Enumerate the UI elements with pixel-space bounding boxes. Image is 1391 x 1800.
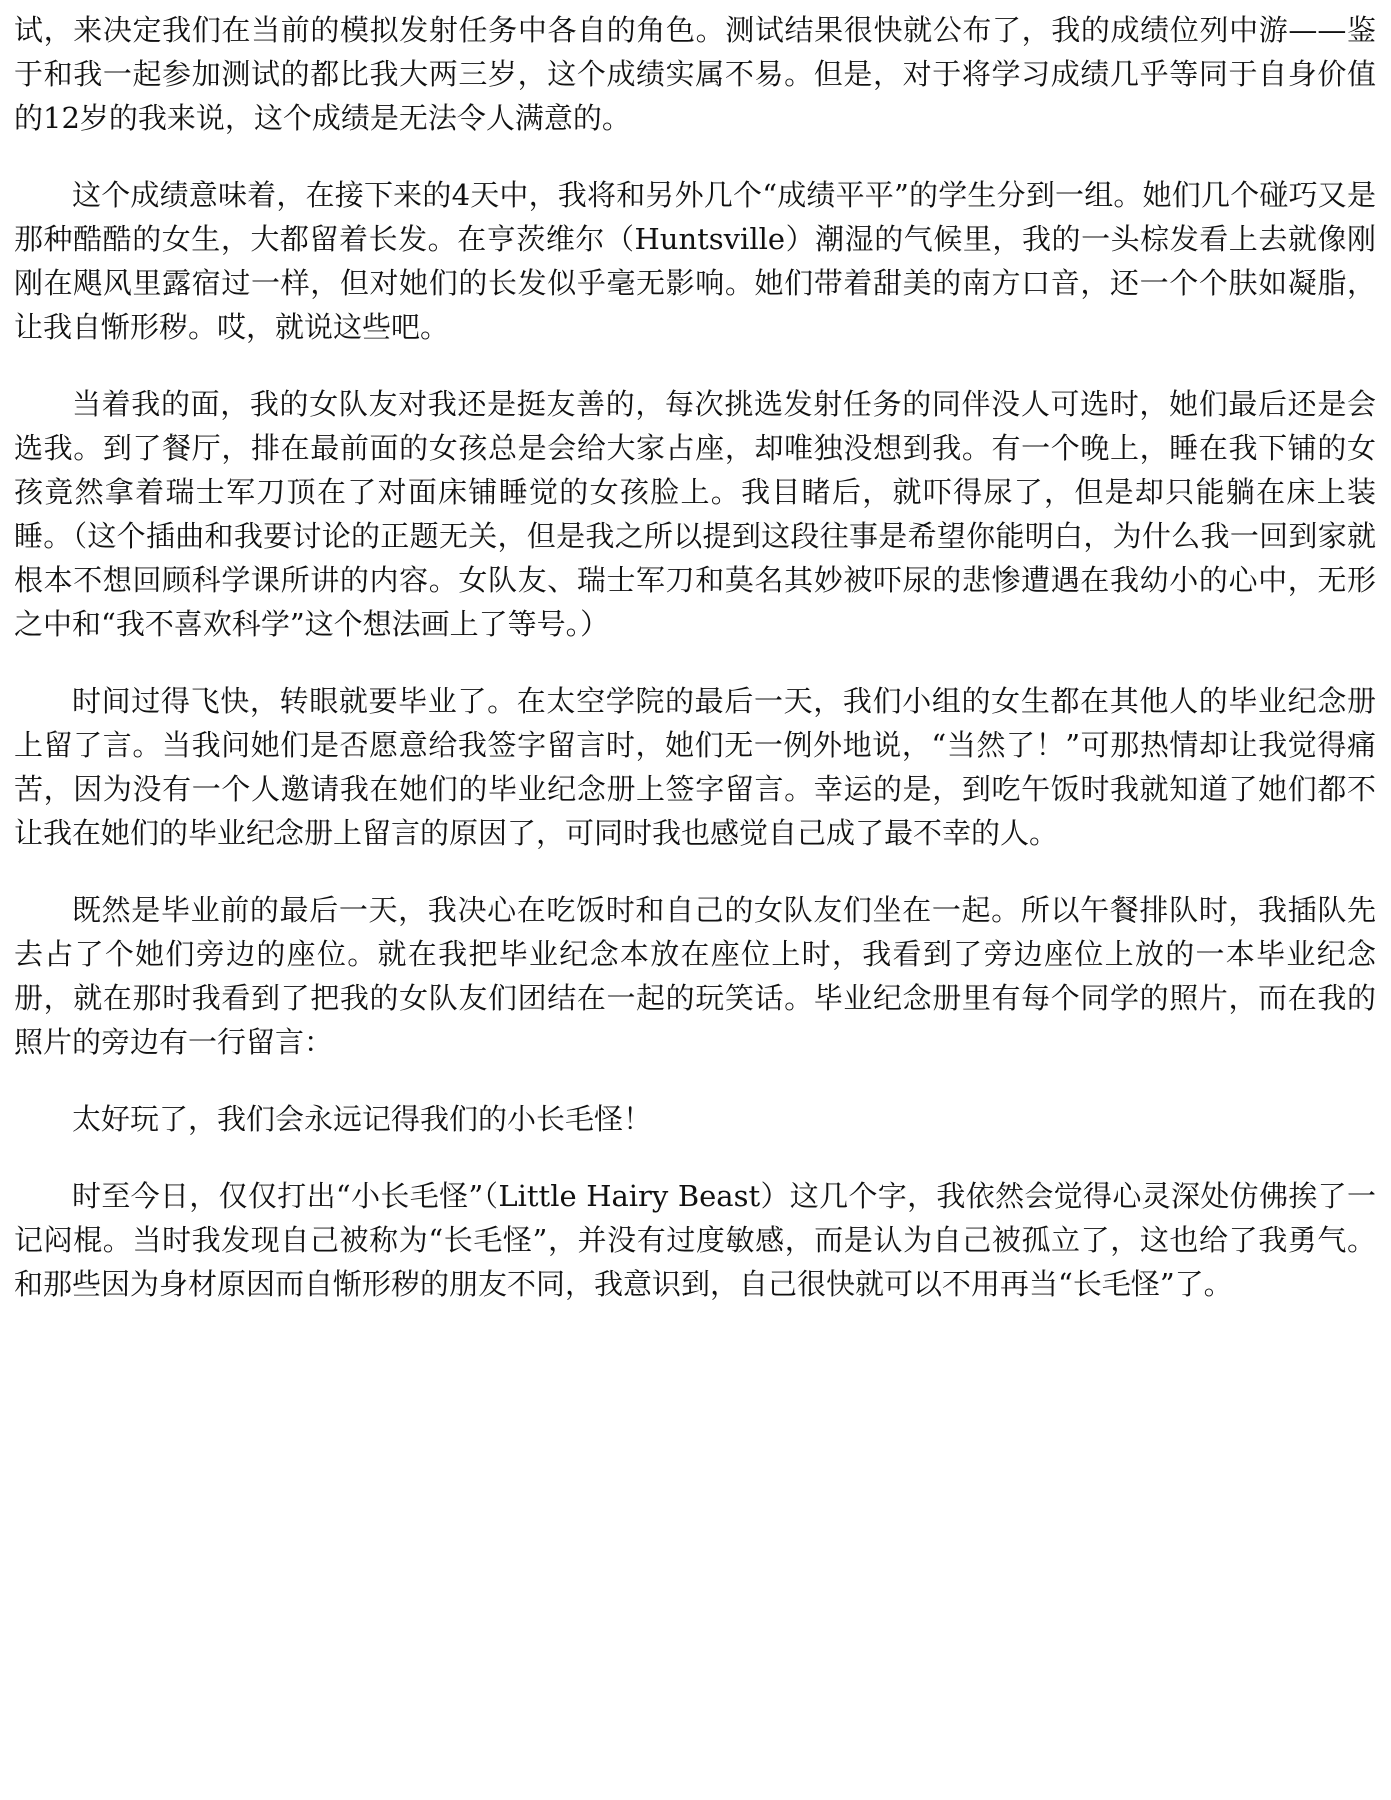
paragraph-3: 当着我的面，我的女队友对我还是挺友善的，每次挑选发射任务的同伴没人可选时，她们最后还是会选我。到了餐厅，排在最前面的女孩总是会给大家占座，却唯独没想到我。有一个晚上，睡在我下铺的女孩竟然拿着瑞士军刀顶在了对面床铺睡觉的女孩脸上。我目睹后，就吓得尿了，但是却只能躺在床上装睡。（这个插曲和我要讨论的正题无关，但是我之所以提到这段往事是希望你能明白，为什么我一回到家就根本不想回顾科学课所讲的内容。女队友、瑞士军刀和莫名其妙被吓尿的悲惨遭遇在我幼小的心中，无形之中和“我不喜欢科学”这个想法画上了等号。） [14,387,1376,641]
quoted-message: 太好玩了，我们会永远记得我们的小长毛怪！ [72,1102,653,1136]
paragraph-2: 这个成绩意味着，在接下来的4天中，我将和另外几个“成绩平平”的学生分到一组。她们几个碰巧又是那种酷酷的女生，大都留着长发。在亨茨维尔（Huntsville）潮湿的气候里，我的一头棕发看上去就像刚刚在飓风里露宿过一样，但对她们的长发似乎毫无影响。她们带着甜美的南方口音，还一个个肤如凝脂，让我自惭形秽。哎，就说这些吧。 [14,178,1376,344]
paragraph-1: 试，来决定我们在当前的模拟发射任务中各自的角色。测试结果很快就公布了，我的成绩位列中游——鉴于和我一起参加测试的都比我大两三岁，这个成绩实属不易。但是，对于将学习成绩几乎等同于自身价值的12岁的我来说，这个成绩是无法令人满意的。 [14,13,1376,135]
document-page [14,8,1376,1339]
paragraph-7: 时至今日，仅仅打出“小长毛怪”（Little Hairy Beast）这几个字，我依然会觉得心灵深处仿佛挨了一记闷棍。当时我发现自己被称为“长毛怪”，并没有过度敏感，而是认为自己被孤立了，这也给了我勇气。和那些因为身材原因而自惭形秽的朋友不同，我意识到，自己很快就可以不用再当“长毛怪”了。 [14,1179,1376,1301]
paragraph-4: 时间过得飞快，转眼就要毕业了。在太空学院的最后一天，我们小组的女生都在其他人的毕业纪念册上留了言。当我问她们是否愿意给我签字留言时，她们无一例外地说，“当然了！”可那热情却让我觉得痛苦，因为没有一个人邀请我在她们的毕业纪念册上签字留言。幸运的是，到吃午饭时我就知道了她们都不让我在她们的毕业纪念册上留言的原因了，可同时我也感觉自己成了最不幸的人。 [14,684,1376,850]
paragraph-5: 既然是毕业前的最后一天，我决心在吃饭时和自己的女队友们坐在一起。所以午餐排队时，我插队先去占了个她们旁边的座位。就在我把毕业纪念本放在座位上时，我看到了旁边座位上放的一本毕业纪念册，就在那时我看到了把我的女队友们团结在一起的玩笑话。毕业纪念册里有每个同学的照片，而在我的照片的旁边有一行留言： [14,893,1376,1059]
